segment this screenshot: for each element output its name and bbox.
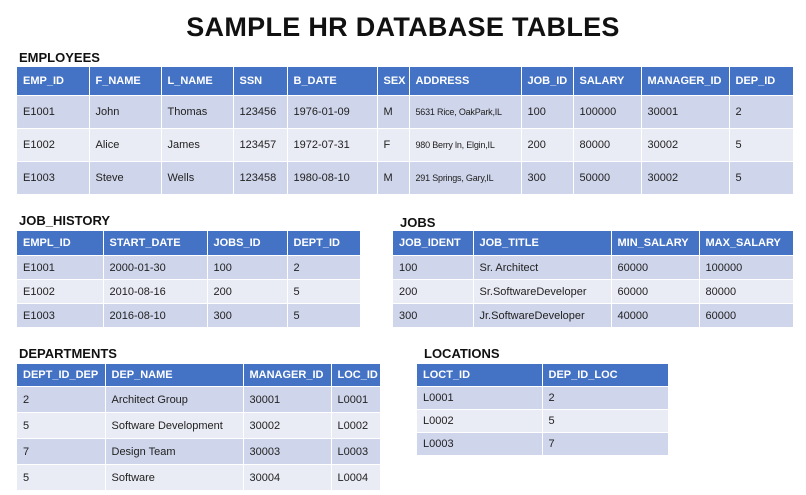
- table-cell: Design Team: [105, 439, 243, 465]
- table-cell: 2016-08-10: [103, 304, 207, 328]
- table-cell: 5631 Rice, OakPark,IL: [409, 96, 521, 129]
- table-row: [17, 465, 380, 491]
- jobs-table-title: JOBS: [400, 215, 436, 230]
- employees-header-row: [17, 67, 793, 96]
- table-cell: 2: [17, 387, 105, 413]
- column-header: EMP_ID: [17, 67, 89, 96]
- table-cell: 60000: [699, 304, 793, 328]
- column-header: MAX_SALARY: [699, 231, 793, 256]
- column-header: ADDRESS: [409, 67, 521, 96]
- jobs-table: [393, 231, 793, 327]
- job-history-table: [17, 231, 360, 327]
- column-header: EMPL_ID: [17, 231, 103, 256]
- table-cell: 80000: [699, 280, 793, 304]
- column-header: DEP_ID: [729, 67, 793, 96]
- table-cell: Steve: [89, 162, 161, 195]
- table-cell: L0002: [417, 410, 542, 433]
- table-cell: John: [89, 96, 161, 129]
- table-cell: 30002: [641, 162, 729, 195]
- table-cell: 200: [207, 280, 287, 304]
- column-header: LOC_ID: [331, 364, 380, 387]
- table-cell: M: [377, 96, 409, 129]
- table-cell: 30002: [243, 413, 331, 439]
- column-header: DEPT_ID_DEP: [17, 364, 105, 387]
- column-header: LOCT_ID: [417, 364, 542, 387]
- table-row: [393, 280, 793, 304]
- table-cell: Thomas: [161, 96, 233, 129]
- column-header: F_NAME: [89, 67, 161, 96]
- table-cell: 100000: [573, 96, 641, 129]
- table-cell: Sr. Architect: [473, 256, 611, 280]
- table-row: [17, 280, 360, 304]
- table-row: [17, 413, 380, 439]
- table-cell: 291 Springs, Gary,IL: [409, 162, 521, 195]
- table-cell: E1003: [17, 162, 89, 195]
- table-cell: 60000: [611, 256, 699, 280]
- table-cell: 30004: [243, 465, 331, 491]
- table-cell: 60000: [611, 280, 699, 304]
- table-row: [417, 433, 668, 456]
- table-cell: L0003: [417, 433, 542, 456]
- table-cell: 2: [287, 256, 360, 280]
- table-cell: 7: [17, 439, 105, 465]
- table-cell: 1976-01-09: [287, 96, 377, 129]
- table-row: [393, 256, 793, 280]
- table-cell: 2: [542, 387, 668, 410]
- departments-table: [17, 364, 380, 490]
- table-cell: 50000: [573, 162, 641, 195]
- job-history-header-row: [17, 231, 360, 256]
- table-row: [417, 410, 668, 433]
- table-row: [17, 162, 793, 195]
- locations-header-row: [417, 364, 668, 387]
- table-cell: 30001: [243, 387, 331, 413]
- table-row: [17, 256, 360, 280]
- table-cell: 100: [521, 96, 573, 129]
- table-cell: 300: [521, 162, 573, 195]
- column-header: DEP_NAME: [105, 364, 243, 387]
- table-cell: 5: [17, 465, 105, 491]
- column-header: DEPT_ID: [287, 231, 360, 256]
- table-cell: 2000-01-30: [103, 256, 207, 280]
- page-title: SAMPLE HR DATABASE TABLES: [186, 12, 620, 42]
- departments-header-row: [17, 364, 380, 387]
- table-cell: 123458: [233, 162, 287, 195]
- table-cell: E1002: [17, 280, 103, 304]
- table-cell: L0004: [331, 465, 380, 491]
- column-header: L_NAME: [161, 67, 233, 96]
- table-cell: 300: [207, 304, 287, 328]
- table-cell: E1001: [17, 96, 89, 129]
- table-cell: 100: [207, 256, 287, 280]
- locations-table: [417, 364, 668, 455]
- table-cell: 5: [542, 410, 668, 433]
- column-header: SALARY: [573, 67, 641, 96]
- table-cell: Alice: [89, 129, 161, 162]
- table-cell: 100: [393, 256, 473, 280]
- column-header: JOB_IDENT: [393, 231, 473, 256]
- column-header: MANAGER_ID: [243, 364, 331, 387]
- table-row: [17, 439, 380, 465]
- table-row: [17, 129, 793, 162]
- table-cell: F: [377, 129, 409, 162]
- table-cell: Software Development: [105, 413, 243, 439]
- table-cell: 2: [729, 96, 793, 129]
- column-header: JOBS_ID: [207, 231, 287, 256]
- table-cell: 5: [17, 413, 105, 439]
- table-cell: L0001: [417, 387, 542, 410]
- table-row: [17, 96, 793, 129]
- table-cell: Sr.SoftwareDeveloper: [473, 280, 611, 304]
- table-row: [17, 387, 380, 413]
- table-cell: 123457: [233, 129, 287, 162]
- column-header: DEP_ID_LOC: [542, 364, 668, 387]
- job-history-table-title: JOB_HISTORY: [19, 213, 111, 228]
- column-header: B_DATE: [287, 67, 377, 96]
- table-row: [393, 304, 793, 328]
- column-header: START_DATE: [103, 231, 207, 256]
- table-cell: E1001: [17, 256, 103, 280]
- table-cell: 2010-08-16: [103, 280, 207, 304]
- locations-table-title: LOCATIONS: [424, 346, 500, 361]
- table-row: [417, 387, 668, 410]
- column-header: SEX: [377, 67, 409, 96]
- table-cell: 5: [287, 280, 360, 304]
- table-cell: L0001: [331, 387, 380, 413]
- table-cell: E1002: [17, 129, 89, 162]
- table-cell: 7: [542, 433, 668, 456]
- employees-table: [17, 67, 793, 194]
- table-cell: 1980-08-10: [287, 162, 377, 195]
- column-header: JOB_TITLE: [473, 231, 611, 256]
- table-cell: 40000: [611, 304, 699, 328]
- table-cell: 5: [729, 162, 793, 195]
- table-cell: 30002: [641, 129, 729, 162]
- table-cell: 30003: [243, 439, 331, 465]
- table-row: [17, 304, 360, 328]
- table-cell: 200: [521, 129, 573, 162]
- table-cell: E1003: [17, 304, 103, 328]
- table-cell: M: [377, 162, 409, 195]
- table-cell: 1972-07-31: [287, 129, 377, 162]
- table-cell: 100000: [699, 256, 793, 280]
- table-cell: James: [161, 129, 233, 162]
- table-cell: Jr.SoftwareDeveloper: [473, 304, 611, 328]
- table-cell: Architect Group: [105, 387, 243, 413]
- table-cell: L0002: [331, 413, 380, 439]
- column-header: JOB_ID: [521, 67, 573, 96]
- table-cell: L0003: [331, 439, 380, 465]
- table-cell: 200: [393, 280, 473, 304]
- column-header: SSN: [233, 67, 287, 96]
- table-cell: 980 Berry ln, Elgin,IL: [409, 129, 521, 162]
- table-cell: 5: [729, 129, 793, 162]
- departments-table-title: DEPARTMENTS: [19, 346, 117, 361]
- table-cell: 80000: [573, 129, 641, 162]
- employees-table-title: EMPLOYEES: [19, 50, 100, 65]
- table-cell: 30001: [641, 96, 729, 129]
- table-cell: Wells: [161, 162, 233, 195]
- table-cell: 5: [287, 304, 360, 328]
- column-header: MIN_SALARY: [611, 231, 699, 256]
- table-cell: 123456: [233, 96, 287, 129]
- column-header: MANAGER_ID: [641, 67, 729, 96]
- jobs-header-row: [393, 231, 793, 256]
- table-cell: Software: [105, 465, 243, 491]
- table-cell: 300: [393, 304, 473, 328]
